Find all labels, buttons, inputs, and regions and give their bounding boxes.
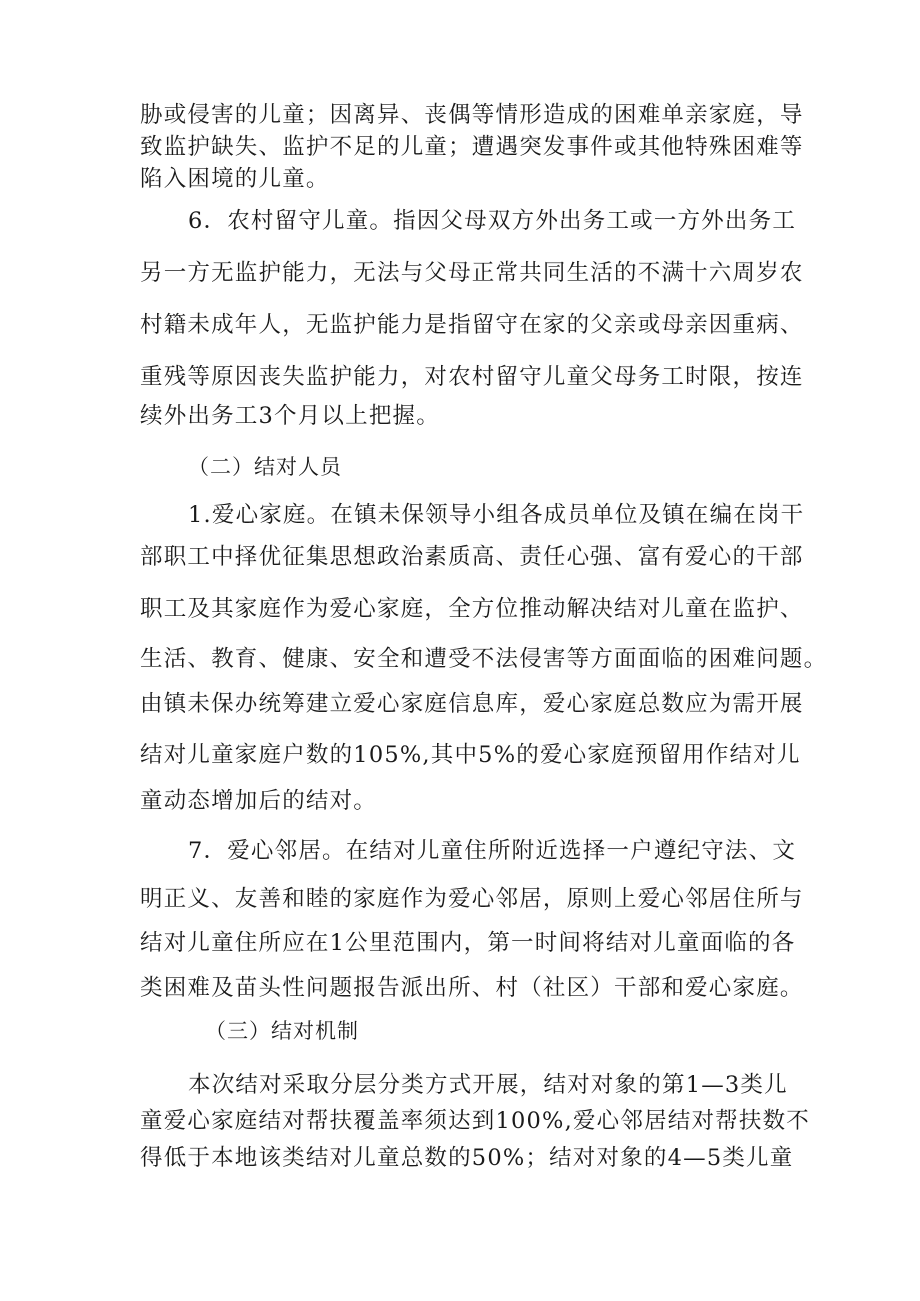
- paragraph-line: 结对儿童家庭户数的105%,其中5%的爱心家庭预留用作结对儿: [140, 742, 801, 768]
- paragraph-line: 明正义、友善和睦的家庭作为爱心邻居，原则上爱心邻居住所与: [140, 886, 804, 912]
- paragraph-line: 重残等原因丧失监护能力，对农村留守儿童父母务工时限，按连: [140, 364, 804, 390]
- item-6-line: 6．农村留守儿童。指因父母双方外出务工或一方外出务工: [188, 208, 797, 234]
- section-heading: （二）结对人员: [188, 455, 342, 479]
- paragraph-line: 另一方无监护能力，无法与父母正常共同生活的不满十六周岁农: [140, 260, 804, 286]
- paragraph-line: 童动态增加后的结对。: [140, 788, 378, 814]
- paragraph-line: 本次结对采取分层分类方式开展，结对对象的第1—3类儿: [188, 1072, 788, 1098]
- paragraph-line: 部职工中择优征集思想政治素质高、责任心强、富有爱心的干部: [140, 544, 804, 570]
- paragraph-line: 由镇未保办统筹建立爱心家庭信息库，爱心家庭总数应为需开展: [140, 691, 804, 717]
- paragraph-line: 得低于本地该类结对儿童总数的50%；结对对象的4—5类儿童: [140, 1145, 794, 1171]
- paragraph-line: 结对儿童住所应在1公里范围内，第一时间将结对儿童面临的各: [140, 930, 796, 956]
- item-1-line: 1.爱心家庭。在镇未保领导小组各成员单位及镇在编在岗干: [188, 502, 805, 528]
- paragraph-line: 续外出务工3个月以上把握。: [140, 403, 440, 429]
- paragraph-line: 类困难及苗头性问题报告派出所、村（社区）干部和爱心家庭。: [140, 975, 804, 1001]
- item-7-line: 7．爱心邻居。在结对儿童住所附近选择一户遵纪守法、文: [188, 838, 797, 864]
- section-heading: （三）结对机制: [205, 1019, 359, 1043]
- paragraph-line: 职工及其家庭作为爱心家庭，全方位推动解决结对儿童在监护、: [140, 596, 804, 622]
- paragraph-line: 生活、教育、健康、安全和遭受不法侵害等方面面临的困难问题。: [140, 646, 828, 672]
- paragraph-line: 陷入困境的儿童。: [140, 166, 330, 192]
- paragraph-line: 致监护缺失、监护不足的儿童；遭遇突发事件或其他特殊困难等: [140, 134, 804, 160]
- paragraph-line: 童爱心家庭结对帮扶覆盖率须达到100%,爱心邻居结对帮扶数不: [140, 1108, 810, 1134]
- paragraph-line: 胁或侵害的儿童；因离异、丧偶等情形造成的困难单亲家庭，导: [140, 102, 804, 128]
- paragraph-line: 村籍未成年人，无监护能力是指留守在家的父亲或母亲因重病、: [140, 312, 804, 338]
